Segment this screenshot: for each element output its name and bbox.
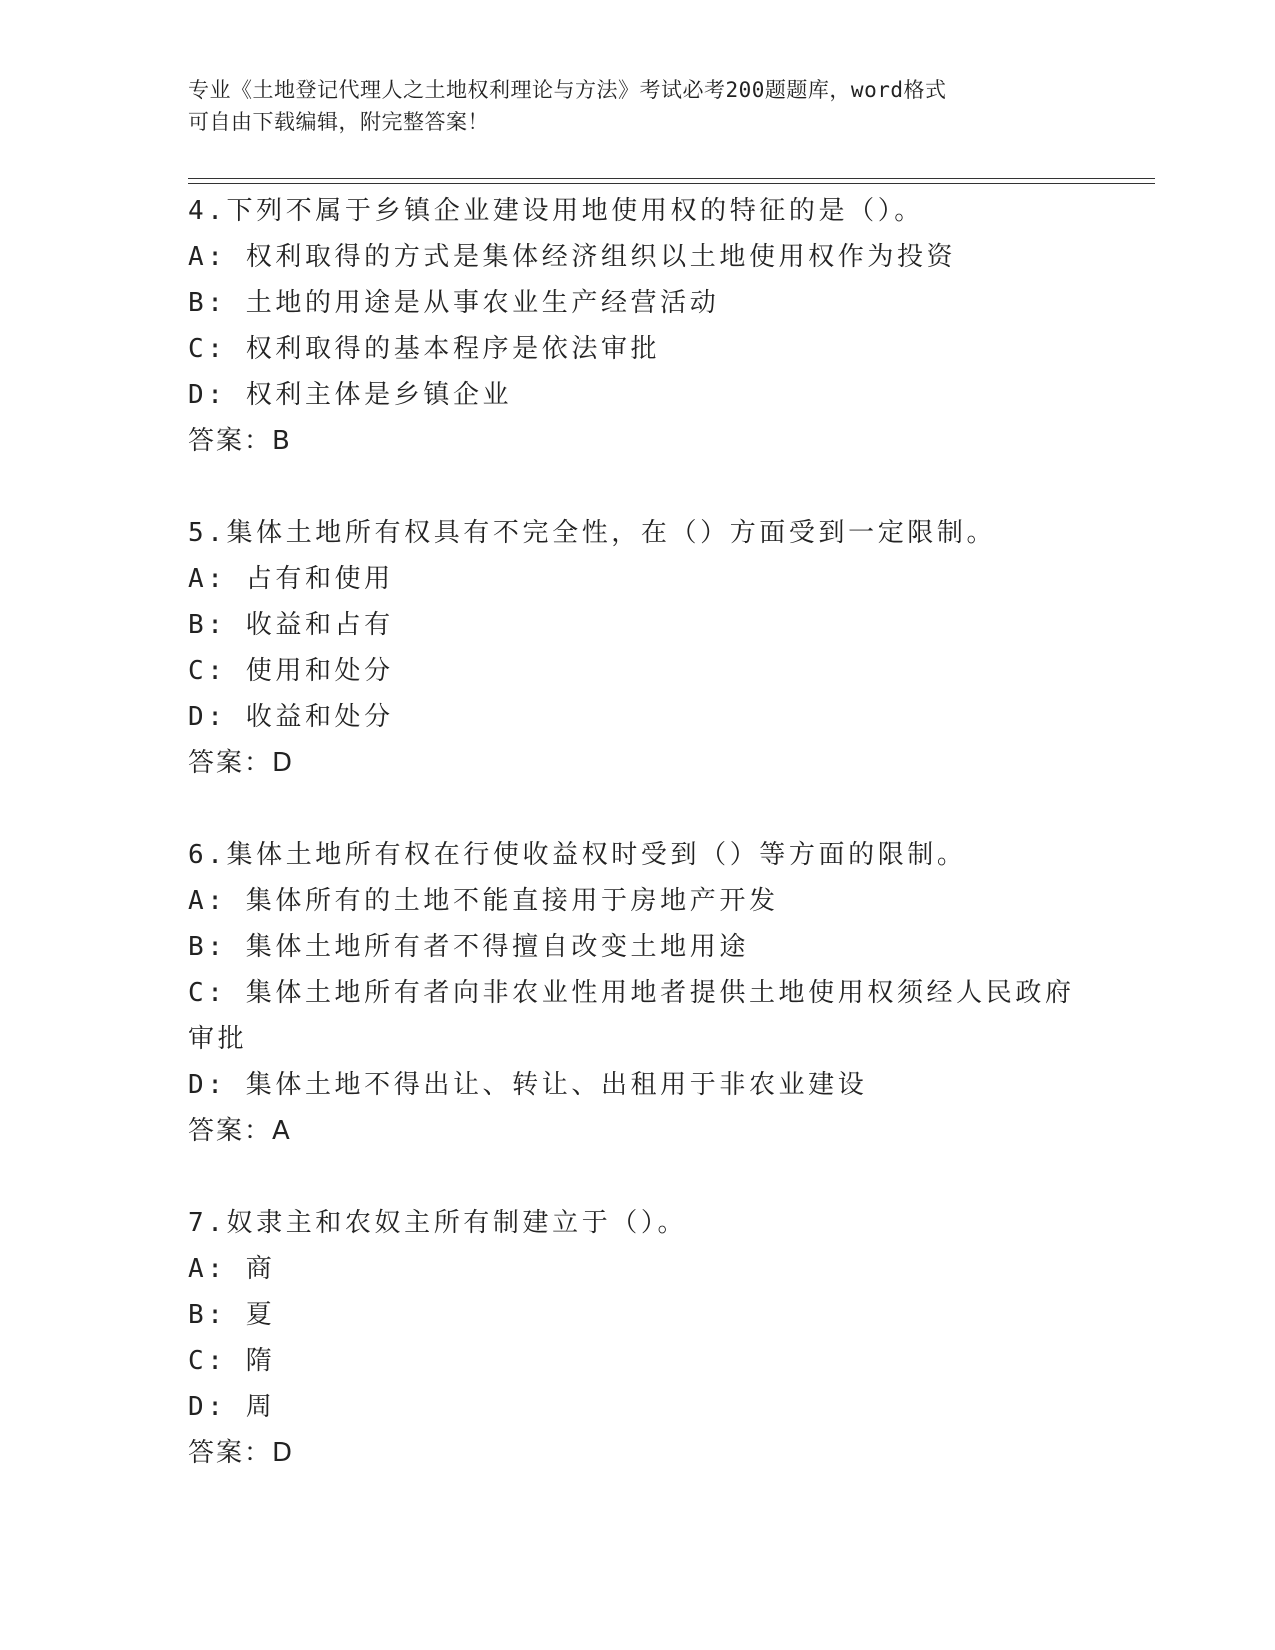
option-d: D: 收益和处分 (188, 702, 394, 732)
option-a: A: 商 (188, 1254, 276, 1284)
option-b: B: 夏 (188, 1300, 276, 1330)
header-divider-top (188, 178, 1155, 179)
question-5 (188, 510, 1088, 786)
question-7 (188, 1200, 1088, 1476)
question-6 (188, 832, 1088, 1154)
header-divider-bottom (188, 183, 1155, 184)
option-a: A: 占有和使用 (188, 564, 394, 594)
option-c: C: 隋 (188, 1346, 276, 1376)
answer-line: 答案：D (188, 748, 295, 778)
question-list (188, 188, 1088, 1522)
option-c: C: 集体土地所有者向非农业性用地者提供土地使用权须经人民政府审批 (188, 978, 1075, 1054)
question-stem: 7.奴隶主和农奴主所有制建立于（）。 (188, 1208, 688, 1238)
question-stem: 4.下列不属于乡镇企业建设用地使用权的特征的是（）。 (188, 196, 924, 226)
question-stem: 5.集体土地所有权具有不完全性，在（）方面受到一定限制。 (188, 518, 997, 548)
question-4 (188, 188, 1088, 464)
header-line-2: 可自由下载编辑，附完整答案！ (188, 110, 489, 134)
option-b: B: 收益和占有 (188, 610, 394, 640)
option-b: B: 集体土地所有者不得擅自改变土地用途 (188, 932, 749, 962)
option-c: C: 权利取得的基本程序是依法审批 (188, 334, 661, 364)
question-stem: 6.集体土地所有权在行使收益权时受到（）等方面的限制。 (188, 840, 967, 870)
option-d: D: 集体土地不得出让、转让、出租用于非农业建设 (188, 1070, 868, 1100)
option-d: D: 权利主体是乡镇企业 (188, 380, 513, 410)
document-header (188, 74, 1088, 138)
header-line-1: 专业《土地登记代理人之土地权利理论与方法》考试必考200题题库，word格式 (188, 78, 947, 102)
option-c: C: 使用和处分 (188, 656, 394, 686)
option-a: A: 集体所有的土地不能直接用于房地产开发 (188, 886, 779, 916)
option-b: B: 土地的用途是从事农业生产经营活动 (188, 288, 720, 318)
option-a: A: 权利取得的方式是集体经济组织以土地使用权作为投资 (188, 242, 957, 272)
answer-line: 答案：A (188, 1116, 292, 1146)
answer-line: 答案：B (188, 426, 292, 456)
answer-line: 答案：D (188, 1438, 295, 1468)
option-d: D: 周 (188, 1392, 276, 1422)
